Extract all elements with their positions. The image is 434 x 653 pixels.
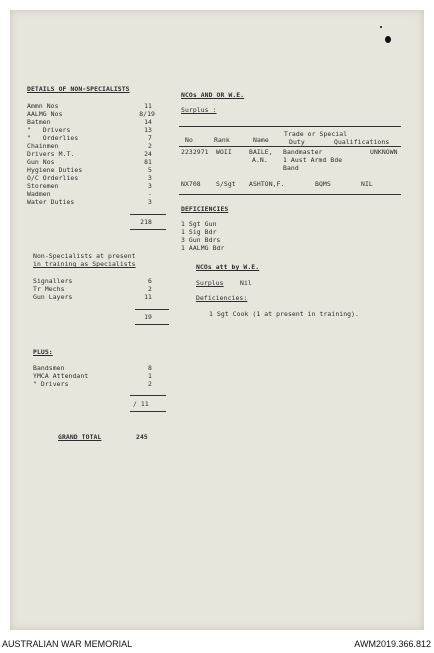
subtotal-value: 218 [140, 218, 152, 226]
list-item-label: " Orderlies [27, 134, 79, 142]
list-item-label: Hygiene Duties [27, 166, 83, 174]
row1-rank: WOII [216, 148, 232, 156]
document-page [10, 10, 424, 630]
training-heading-line2: in training as Specialists [33, 260, 136, 268]
list-item-value: 2 [148, 142, 152, 150]
footer-accession-number: AWM2019.366.812 [354, 639, 431, 649]
row1-name-initials: A.N. [252, 156, 268, 164]
row2-rank: S/Sgt [216, 180, 236, 188]
subtotal-rule-bottom [130, 229, 166, 230]
list-item-value: 11 [144, 293, 152, 301]
deficiencies-heading: DEFICIENCIES [181, 205, 229, 213]
col-header-no: No [185, 136, 193, 144]
right-heading: NCOs AND OR W.E. [181, 91, 245, 99]
list-item-label: Gun Layers [33, 293, 73, 301]
ink-blot [385, 36, 391, 43]
list-item-value: 13 [144, 126, 152, 134]
row1-trade-line3: Band [283, 164, 299, 172]
list-item-label: Signallers [33, 277, 73, 285]
list-item-value: 81 [144, 158, 152, 166]
footer-institution: AUSTRALIAN WAR MEMORIAL [2, 639, 133, 649]
row1-qualifications: UNKNOWN [370, 148, 398, 156]
ink-spot [380, 26, 382, 28]
list-item-label: YMCA Attendant [33, 372, 89, 380]
col-header-qualifications: Qualifications [334, 138, 390, 146]
grand-total-label: GRAND TOTAL [58, 433, 102, 441]
col-header-trade-2: Duty [289, 138, 305, 146]
list-item-value: 2 [148, 380, 152, 388]
plus-total-value: / 11 [133, 400, 149, 408]
row1-no: 2232971 [181, 148, 209, 156]
list-item-label: Water Duties [27, 198, 75, 206]
ncos-att-heading: NCOs att by W.E. [196, 263, 260, 271]
list-item-label: Chainmen [27, 142, 59, 150]
list-item-label: Ammn Nos [27, 102, 59, 110]
list-item-value: 8/19 [139, 110, 155, 118]
list-item-label: Wadmen [27, 190, 51, 198]
list-item-value: 8 [148, 364, 152, 372]
list-item-label: " Drivers [27, 126, 71, 134]
deficiency-item: 1 AALMG Bdr [181, 244, 225, 252]
list-item-label: " Drivers [33, 380, 69, 388]
ncos-surplus-label: Surplus [196, 279, 224, 287]
deficiency-item: 3 Gun Bdrs [181, 236, 221, 244]
list-item-value: 14 [144, 118, 152, 126]
col-header-rank: Rank [214, 136, 230, 144]
row1-trade: Bandmaster [283, 148, 323, 156]
col-header-trade-1: Trade or Special [284, 130, 348, 138]
list-item-value: 2 [148, 285, 152, 293]
list-item-value: 3 [148, 182, 152, 190]
list-item-label: Tr Mechs [33, 285, 65, 293]
list-item-value: 5 [148, 166, 152, 174]
table-header-rule [179, 146, 401, 147]
list-item-value: 11 [144, 102, 152, 110]
list-item-label: AALMG Nos [27, 110, 63, 118]
training-total-rule-bottom [135, 324, 169, 325]
plus-total-rule-bottom [130, 411, 166, 412]
grand-total-value: 245 [136, 433, 148, 441]
table-bottom-rule [179, 194, 401, 195]
list-item-value: 3 [148, 174, 152, 182]
training-total-rule [135, 309, 169, 310]
row1-trade-line2: 1 Aust Armd Bde [283, 156, 343, 164]
list-item-label: Drivers M.T. [27, 150, 75, 158]
list-item-value: 24 [144, 150, 152, 158]
plus-heading: PLUS: [33, 348, 53, 356]
list-item-label: Gun Nos [27, 158, 55, 166]
surplus-label: Surplus : [181, 106, 217, 114]
row2-name: ASHTON,F. [249, 180, 285, 188]
list-item-label: Storemen [27, 182, 59, 190]
row2-trade: BQMS [315, 180, 331, 188]
table-top-rule [179, 126, 401, 127]
list-item-label: Bandsmen [33, 364, 65, 372]
list-item-value: 7 [148, 134, 152, 142]
list-item-value: 3 [148, 198, 152, 206]
left-heading: DETAILS OF NON-SPECIALISTS [27, 85, 130, 93]
deficiency-item: 1 Sig Bdr [181, 228, 217, 236]
ncos-deficiencies-value: 1 Sgt Cook (1 at present in training). [209, 310, 360, 318]
row2-qualifications: NIL [361, 180, 373, 188]
list-item-value: - [148, 190, 152, 198]
training-heading-line1: Non-Specialists at present [33, 252, 136, 260]
list-item-value: 1 [148, 372, 152, 380]
col-header-name: Name [253, 136, 269, 144]
list-item-value: 6 [148, 277, 152, 285]
subtotal-rule [130, 214, 166, 215]
list-item-label: Batmen [27, 118, 51, 126]
training-total-value: 19 [144, 313, 152, 321]
row2-no: NX708 [181, 180, 201, 188]
ncos-deficiencies-label: Deficiencies: [196, 294, 248, 302]
deficiency-item: 1 Sgt Gun [181, 220, 217, 228]
ncos-surplus-value: Nil [240, 279, 252, 287]
row1-name: BAILE, [249, 148, 273, 156]
list-item-label: O/C Orderlies [27, 174, 79, 182]
plus-total-rule [130, 395, 166, 396]
